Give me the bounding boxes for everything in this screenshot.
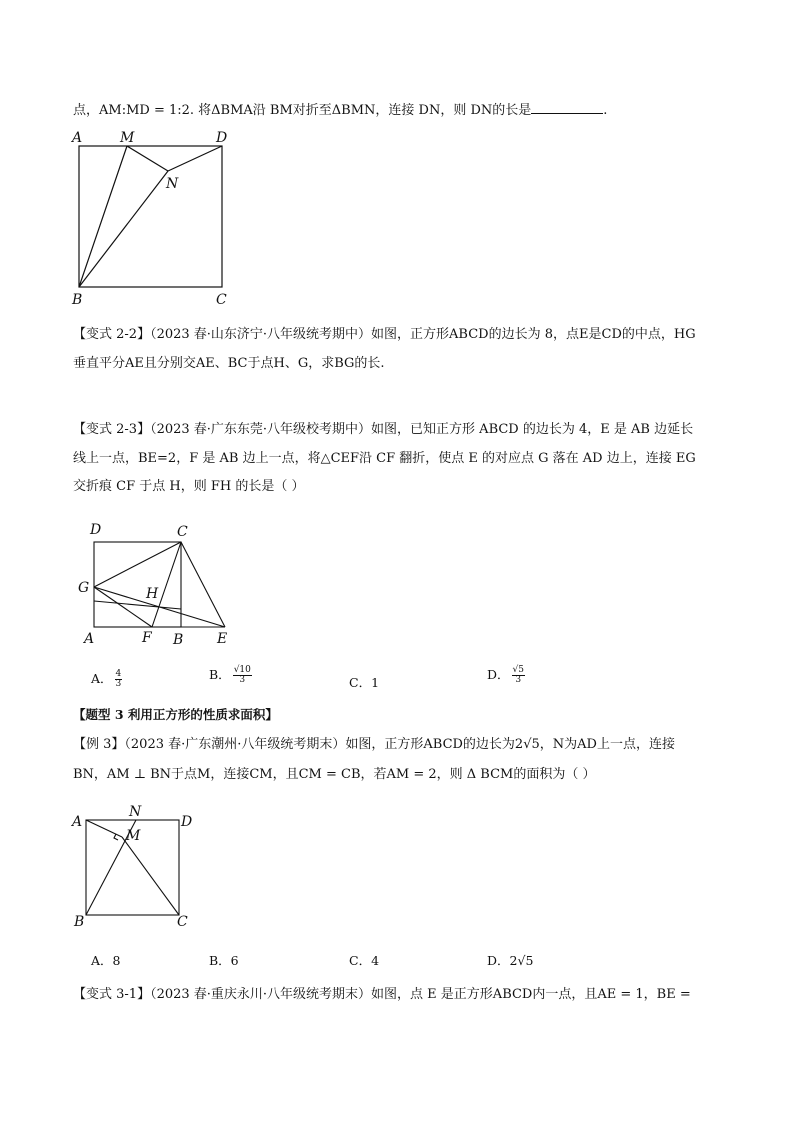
answer-blank — [531, 101, 603, 114]
fraction: $\frac{√5}{3}$ — [512, 665, 524, 685]
variant-2-3-line2: 线上一点，BE=2，F 是 AB 边上一点，将△CEF沿 CF 翻折，使点 E 的对应点 G 落在 AD 边上，连接 EG — [73, 451, 696, 466]
choice-b: B．6 — [209, 953, 239, 968]
label-d: D — [216, 130, 228, 146]
choice-a: A． $\frac{4}{3}$ — [91, 669, 122, 689]
variant-3-1-line1: 【变式 3-1】（2023 春·重庆永川·八年级统考期末）如图，点 E 是正方形ABCD内一点，且AE = 1，BE = — [73, 987, 691, 1002]
problem-text-line: 点，AM:MD = 1:2. 将ΔBMA沿 BM对折至ΔBMN，连接 DN，则 DN的长是 . — [73, 103, 608, 118]
label-n: N — [166, 176, 179, 192]
label-d: D — [181, 814, 193, 830]
example-3-line1: 【例 3】（2023 春·广东潮州·八年级统考期末）如图，正方形ABCD的边长为2√5，N为AD上一点，连接 — [73, 737, 675, 752]
label-m: M — [120, 130, 135, 146]
label-a: A — [72, 814, 83, 830]
choice-b: B． $\frac{√10}{3}$ — [209, 665, 251, 685]
label-m: M — [126, 828, 141, 844]
label-e: E — [217, 631, 228, 647]
label-b: B — [74, 914, 85, 930]
label-c: C — [177, 524, 188, 540]
choice-d: D．2√5 — [487, 953, 534, 968]
example-3-line2: BN，AM ⊥ BN于点M，连接CM，且CM = CB，若AM = 2，则 Δ BCM的面积为（ ） — [73, 767, 596, 782]
label-c: C — [216, 292, 227, 308]
fraction: $\frac{4}{3}$ — [115, 669, 122, 689]
variant-2-3-line3: 交折痕 CF 于点 H，则 FH 的长是（ ） — [73, 479, 305, 494]
label-a: A — [72, 130, 83, 146]
label-g: G — [78, 580, 90, 596]
variant-2-2-line1: 【变式 2-2】（2023 春·山东济宁·八年级统考期中）如图，正方形ABCD的边长为 8，点E是CD的中点，HG — [73, 327, 696, 342]
label-c: C — [177, 914, 188, 930]
label-h: H — [146, 586, 159, 602]
figure-square-fold — [70, 128, 240, 310]
label-f: F — [142, 630, 152, 646]
variant-2-2-line2: 垂直平分AE且分别交AE、BC于点H、G，求BG的长. — [73, 356, 385, 371]
label-a: A — [84, 631, 95, 647]
label-b: B — [72, 292, 83, 308]
choice-c: C．1 — [349, 675, 380, 690]
figure-square-bcm — [70, 802, 210, 932]
choice-a: A．8 — [91, 953, 121, 968]
label-n: N — [129, 804, 142, 820]
figure-square-fold-2 — [72, 516, 242, 651]
fraction: $\frac{√10}{3}$ — [233, 665, 251, 685]
choice-d: D． $\frac{√5}{3}$ — [487, 665, 524, 685]
label-d: D — [90, 522, 102, 538]
variant-2-3-line1: 【变式 2-3】（2023 春·广东东莞·八年级校考期中）如图，已知正方形 ABCD 的边长为 4，E 是 AB 边延长 — [73, 422, 694, 437]
section-heading: 【题型 3 利用正方形的性质求面积】 — [73, 707, 278, 722]
label-b: B — [173, 632, 184, 648]
choice-c: C．4 — [349, 953, 380, 968]
